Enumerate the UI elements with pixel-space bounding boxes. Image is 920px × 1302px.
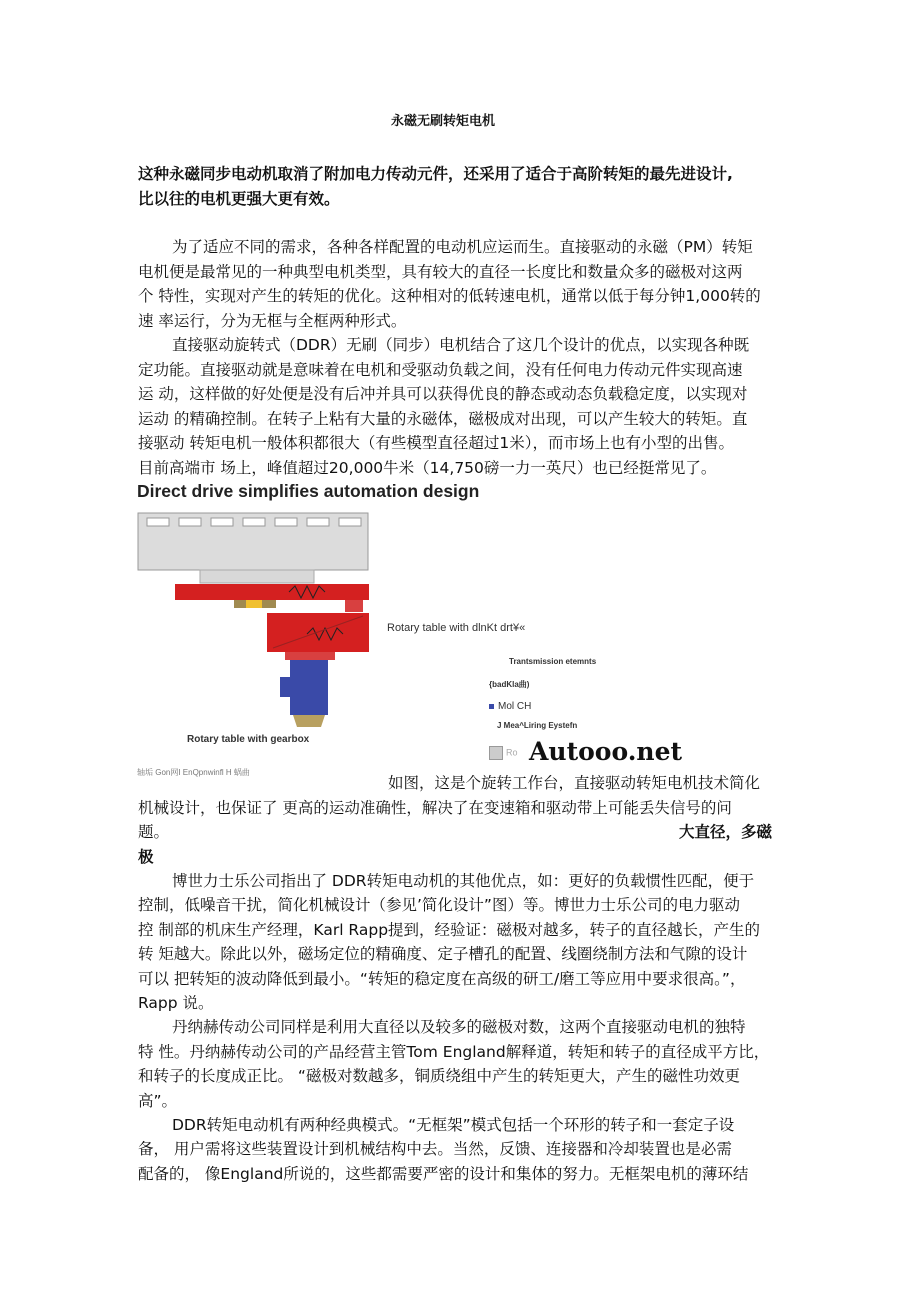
figure-heading: Direct drive simplifies automation design [137, 481, 480, 501]
text-line: 控制，低噪音干扰，简化机械设计（参见’简化设计”图）等。博世力士乐公司的电力驱动 [138, 896, 740, 915]
figure-footnote: 轴垢 Gon网I EnQpnwinfl H 蜗曲 [137, 768, 250, 777]
legend-title: Trantsmission etemnts [509, 657, 597, 666]
legend-feedback: {badKla曲) [489, 680, 530, 689]
text-line: 配备的， 像England所说的，这些都需要严密的设计和集体的努力。无框架电机的薄环结 [138, 1164, 749, 1183]
text-line: 可以 把转矩的波动降低到最小。“转矩的稳定度在高级的研工/磨工等应用中要求很高。”， [138, 969, 746, 988]
label-direct-drive: Rotary table with dlnKt drt¥« [387, 622, 526, 634]
text-line: 机械设计，也保证了 更高的运动准确性，解决了在变速箱和驱动带上可能丢失信号的问 [138, 799, 732, 817]
text-line: 接驱动 转矩电机一般体积都很大（有些模型直径超过1米），而市场上也有小型的出售。 [138, 434, 735, 452]
label-gearbox: Rotary table with gearbox [187, 734, 310, 745]
text-line: 速 率运行，分为无框与全框两种形式。 [138, 311, 407, 330]
text-line: 丹纳赫传动公司同样是利用大直径以及较多的磁极对数，这两个直接驱动电机的独特 [172, 1018, 746, 1037]
figure-caption: 如图，这是个旋转工作台，直接驱动转矩电机技术简化 [388, 774, 761, 792]
text-line: 直接驱动旋转式（DDR）无刷（同步）电机结合了这几个设计的优点，以实现各种既 [172, 336, 750, 354]
watermark: Autooo.net [529, 737, 683, 766]
motor [290, 660, 328, 715]
text-line: 高”。 [138, 1091, 178, 1110]
legend-rotary: Ro [489, 746, 518, 760]
lead-line: 比以往的电机更强大更有效。 [138, 190, 340, 208]
rotary-swatch-icon [489, 746, 503, 760]
red-plate [175, 584, 369, 600]
document-title: 永磁无刷转矩电机 [390, 114, 495, 129]
text-line: 特 性。丹纳赫传动公司的产品经营主管Tom England解释道，转矩和转子的直径成平方比， [138, 1042, 770, 1061]
text-line: 目前高端市 场上，峰值超过20,000牛米（14,750磅一力一英尺）也已经挺常见了。 [138, 458, 717, 477]
text-line: Rapp 说。 [138, 994, 214, 1012]
text-line: 定功能。直接驱动就是意味着在电机和受驱动负载之间，没有任何电力传动元件实现高速 [138, 360, 743, 379]
legend-motor: Mol CH [489, 701, 531, 713]
text-line: 博世力士乐公司指出了 DDR转矩电动机的其他优点，如：更好的负载惯性匹配，便于 [172, 872, 755, 890]
section-subhead: 极 [138, 848, 154, 866]
text-line: 控 制部的机床生产经理，Karl Rapp提到，经验证：磁极对越多，转子的直径越长，产生的 [138, 920, 761, 939]
lead-line: 这种永磁同步电动机取消了附加电力传动元件，还采用了适合于高阶转矩的最先进设计, [138, 165, 733, 183]
text-line: DDR转矩电动机有两种经典模式。“无框架”模式包括一个环形的转子和一套定子设 [172, 1116, 735, 1134]
text-line: 个 特性，实现对产生的转矩的优化。这种相对的低转速电机，通常以低于每分钟1,000转的 [138, 287, 761, 305]
rotary-table-diagram [137, 512, 683, 787]
legend-measuring: J Mea^Liring Eystefn [497, 721, 578, 730]
text-line: 电机便是最常见的一种典型电机类型，具有较大的直径一长度比和数量众多的磁极对这两 [138, 262, 743, 281]
text-line: 备， 用户需将这些装置设计到机械结构中去。当然，反馈、连接器和冷却装置也是必需 [138, 1140, 732, 1159]
motor-swatch-icon [489, 704, 494, 709]
text-line: 和转子的长度成正比。 “磁极对数越多，铜质绕组中产生的转矩更大，产生的磁性功效更 [138, 1067, 740, 1086]
text-line: 转 矩越大。除此以外，磁场定位的精确度、定子槽孔的配置、线圈绕制方法和气隙的设计 [138, 945, 748, 964]
text-line: 为了适应不同的需求，各种各样配置的电动机应运而生。直接驱动的永磁（PM）转矩 [172, 238, 753, 256]
text-line: 运动 的精确控制。在转子上粘有大量的永磁体，磁极成对出现，可以产生较大的转矩。直 [138, 409, 748, 428]
section-subhead: 大直径，多磁 [679, 823, 773, 841]
text-line: 题。 [138, 823, 170, 841]
text-line: 运 动，这样做的好处便是没有后冲并具可以获得优良的静态或动态负载稳定度，以实现对 [138, 385, 748, 403]
